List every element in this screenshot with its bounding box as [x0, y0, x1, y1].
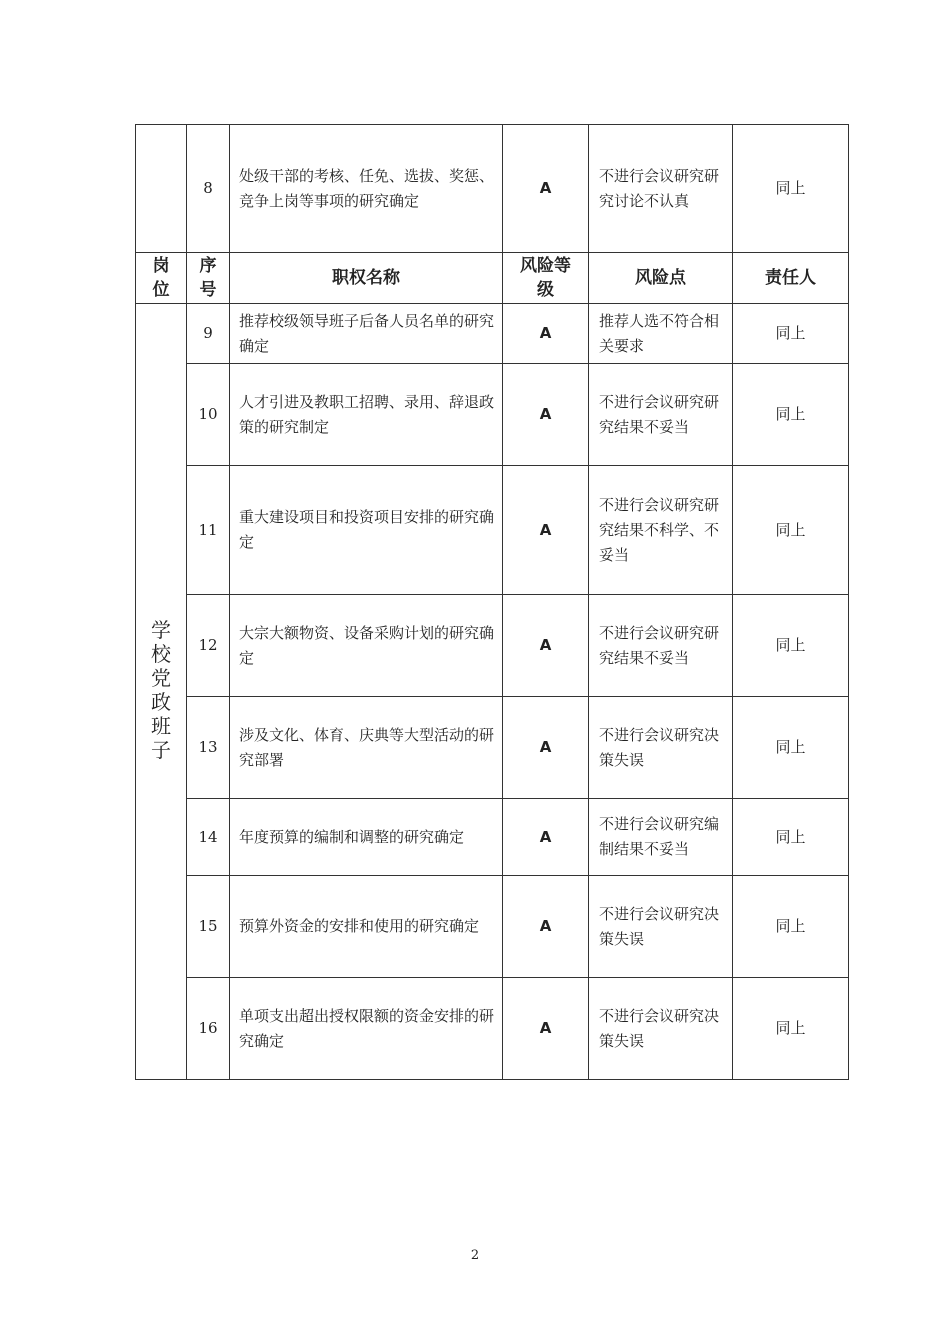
power-name-cell: 预算外资金的安排和使用的研究确定 [230, 876, 503, 978]
risk-table [135, 124, 849, 1080]
page-number: 2 [470, 1248, 480, 1263]
power-name-cell: 年度预算的编制和调整的研究确定 [230, 799, 503, 876]
power-name-cell: 处级干部的考核、任免、选拔、奖惩、竞争上岗等事项的研究确定 [230, 125, 503, 253]
seq-cell: 14 [187, 799, 230, 876]
responsible-cell: 同上 [733, 799, 849, 876]
risk-point-cell: 不进行会议研究编制结果不妥当 [589, 799, 733, 876]
responsible-cell: 同上 [733, 364, 849, 466]
header-responsible: 责任人 [733, 253, 849, 304]
table-row-prior [136, 125, 849, 253]
header-risk-point: 风险点 [589, 253, 733, 304]
risk-level-cell: A [503, 364, 589, 466]
responsible-cell: 同上 [733, 125, 849, 253]
table-row [136, 304, 849, 364]
power-name-cell: 推荐校级领导班子后备人员名单的研究确定 [230, 304, 503, 364]
prior-post-cell [136, 125, 187, 253]
post-group-label: 学校党政班子 [151, 618, 171, 762]
table-row [136, 466, 849, 595]
risk-point-cell: 不进行会议研究决策失误 [589, 697, 733, 799]
seq-cell: 13 [187, 697, 230, 799]
responsible-cell: 同上 [733, 466, 849, 595]
table-header-row [136, 253, 849, 304]
table-row [136, 876, 849, 978]
risk-point-cell: 不进行会议研究决策失误 [589, 876, 733, 978]
power-name-cell: 单项支出超出授权限额的资金安排的研究确定 [230, 978, 503, 1080]
risk-point-cell: 不进行会议研究研究结果不科学、不妥当 [589, 466, 733, 595]
table-row [136, 978, 849, 1080]
seq-cell: 16 [187, 978, 230, 1080]
risk-level-cell: A [503, 125, 589, 253]
seq-cell: 10 [187, 364, 230, 466]
header-seq: 序号 [187, 253, 230, 304]
seq-cell: 12 [187, 595, 230, 697]
responsible-cell: 同上 [733, 697, 849, 799]
table-row [136, 799, 849, 876]
risk-point-cell: 不进行会议研究决策失误 [589, 978, 733, 1080]
risk-point-cell: 不进行会议研究研究讨论不认真 [589, 125, 733, 253]
risk-level-cell: A [503, 466, 589, 595]
risk-level-cell: A [503, 595, 589, 697]
seq-cell: 8 [187, 125, 230, 253]
power-name-cell: 人才引进及教职工招聘、录用、辞退政策的研究制定 [230, 364, 503, 466]
responsible-cell: 同上 [733, 595, 849, 697]
risk-level-cell: A [503, 697, 589, 799]
seq-cell: 9 [187, 304, 230, 364]
header-post: 岗位 [136, 253, 187, 304]
post-group-cell [136, 304, 187, 1080]
risk-point-cell: 推荐人选不符合相关要求 [589, 304, 733, 364]
seq-cell: 15 [187, 876, 230, 978]
responsible-cell: 同上 [733, 876, 849, 978]
power-name-cell: 涉及文化、体育、庆典等大型活动的研究部署 [230, 697, 503, 799]
table-row [136, 697, 849, 799]
seq-cell: 11 [187, 466, 230, 595]
risk-point-cell: 不进行会议研究研究结果不妥当 [589, 595, 733, 697]
risk-level-cell: A [503, 799, 589, 876]
table-row [136, 364, 849, 466]
power-name-cell: 重大建设项目和投资项目安排的研究确定 [230, 466, 503, 595]
header-risk-level: 风险等级 [503, 253, 589, 304]
responsible-cell: 同上 [733, 978, 849, 1080]
risk-point-cell: 不进行会议研究研究结果不妥当 [589, 364, 733, 466]
risk-level-cell: A [503, 876, 589, 978]
table-row [136, 595, 849, 697]
risk-level-cell: A [503, 978, 589, 1080]
risk-level-cell: A [503, 304, 589, 364]
power-name-cell: 大宗大额物资、设备采购计划的研究确定 [230, 595, 503, 697]
header-power-name: 职权名称 [230, 253, 503, 304]
responsible-cell: 同上 [733, 304, 849, 364]
